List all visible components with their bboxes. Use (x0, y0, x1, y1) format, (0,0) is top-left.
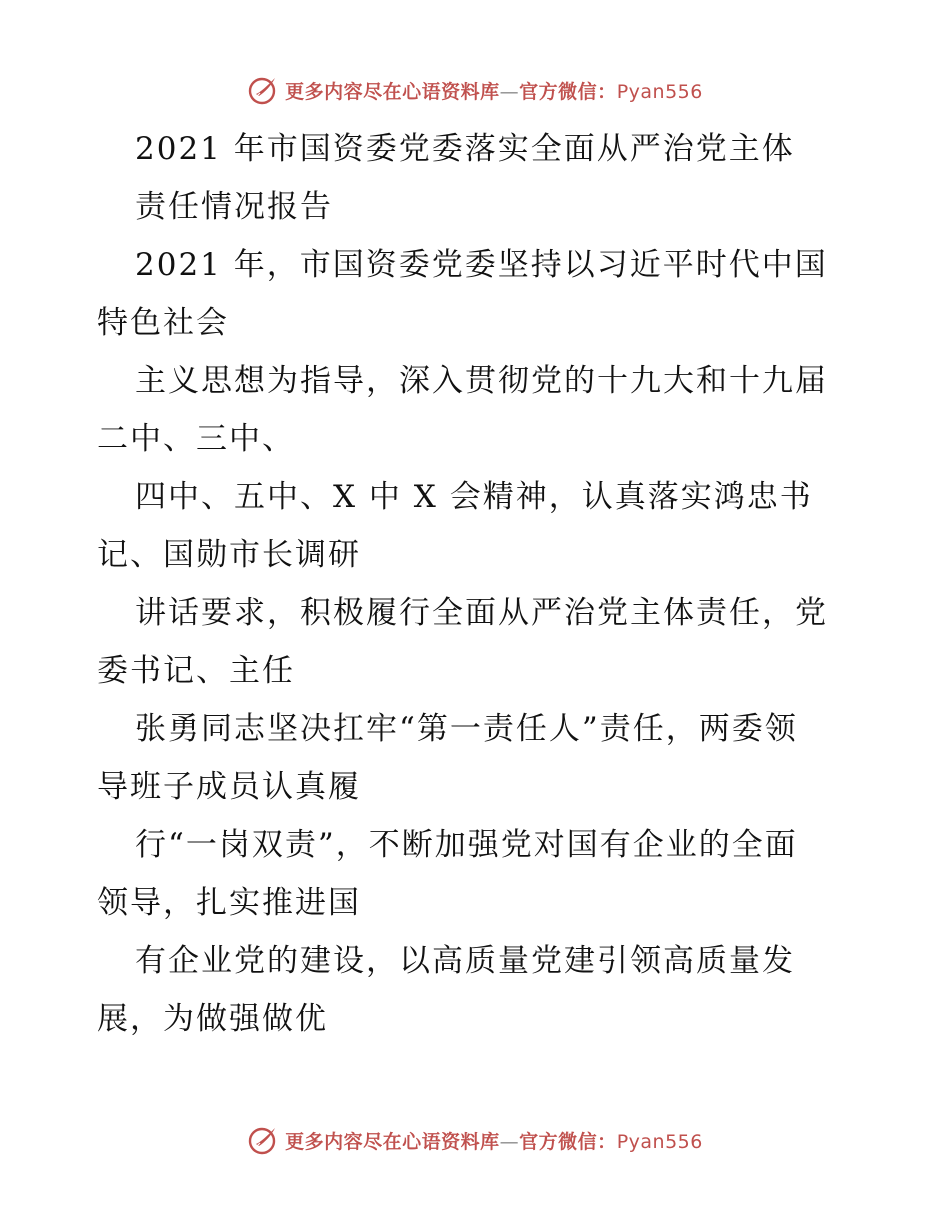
paragraph-line: 张勇同志坚决扛牢“第一责任人”责任，两委领 (135, 711, 798, 747)
paragraph-line: 导班子成员认真履 (97, 769, 361, 805)
paragraph-line: 有企业党的建设，以高质量党建引领高质量发 (135, 943, 795, 979)
document-body (97, 120, 857, 1048)
paragraph-line: 四中、五中、X 中 X 会精神，认真落实鸿忠书 (135, 479, 813, 515)
quill-circle-icon (247, 1124, 279, 1156)
watermark-site-text: 更多内容尽在心语资料库 (285, 80, 500, 103)
watermark-separator: — (499, 80, 520, 103)
paragraph-line: 二中、三中、 (97, 421, 295, 457)
paragraph-line: 讲话要求，积极履行全面从严治党主体责任，党 (135, 595, 828, 631)
paragraph-line: 特色社会 (97, 305, 229, 341)
watermark-wechat-id: Pyan556 (616, 80, 703, 103)
watermark-wechat-label: 官方微信： (519, 80, 617, 103)
quill-circle-icon (247, 74, 279, 106)
paragraph-line: 展，为做强做优 (97, 1001, 328, 1037)
watermark-text (285, 77, 703, 104)
paragraph-line: 主义思想为指导，深入贯彻党的十九大和十九届 (135, 363, 828, 399)
paragraph-line: 2021 年，市国资委党委坚持以习近平时代中国 (135, 247, 828, 283)
paragraph-line: 领导，扎实推进国 (97, 885, 361, 921)
title-line-1: 2021 年市国资委党委落实全面从严治党主体 (135, 131, 795, 167)
watermark-wechat-label: 官方微信： (519, 1130, 617, 1153)
title-line-2: 责任情况报告 (135, 189, 333, 225)
paragraph-line: 记、国勋市长调研 (97, 537, 361, 573)
paragraph-line: 委书记、主任 (97, 653, 295, 689)
footer-watermark (0, 1120, 950, 1160)
header-watermark (0, 70, 950, 110)
watermark-wechat-id: Pyan556 (616, 1130, 703, 1153)
watermark-separator: — (499, 1130, 520, 1153)
paragraph-line: 行“一岗双责”，不断加强党对国有企业的全面 (135, 827, 798, 863)
watermark-text (285, 1127, 703, 1154)
watermark-site-text: 更多内容尽在心语资料库 (285, 1130, 500, 1153)
